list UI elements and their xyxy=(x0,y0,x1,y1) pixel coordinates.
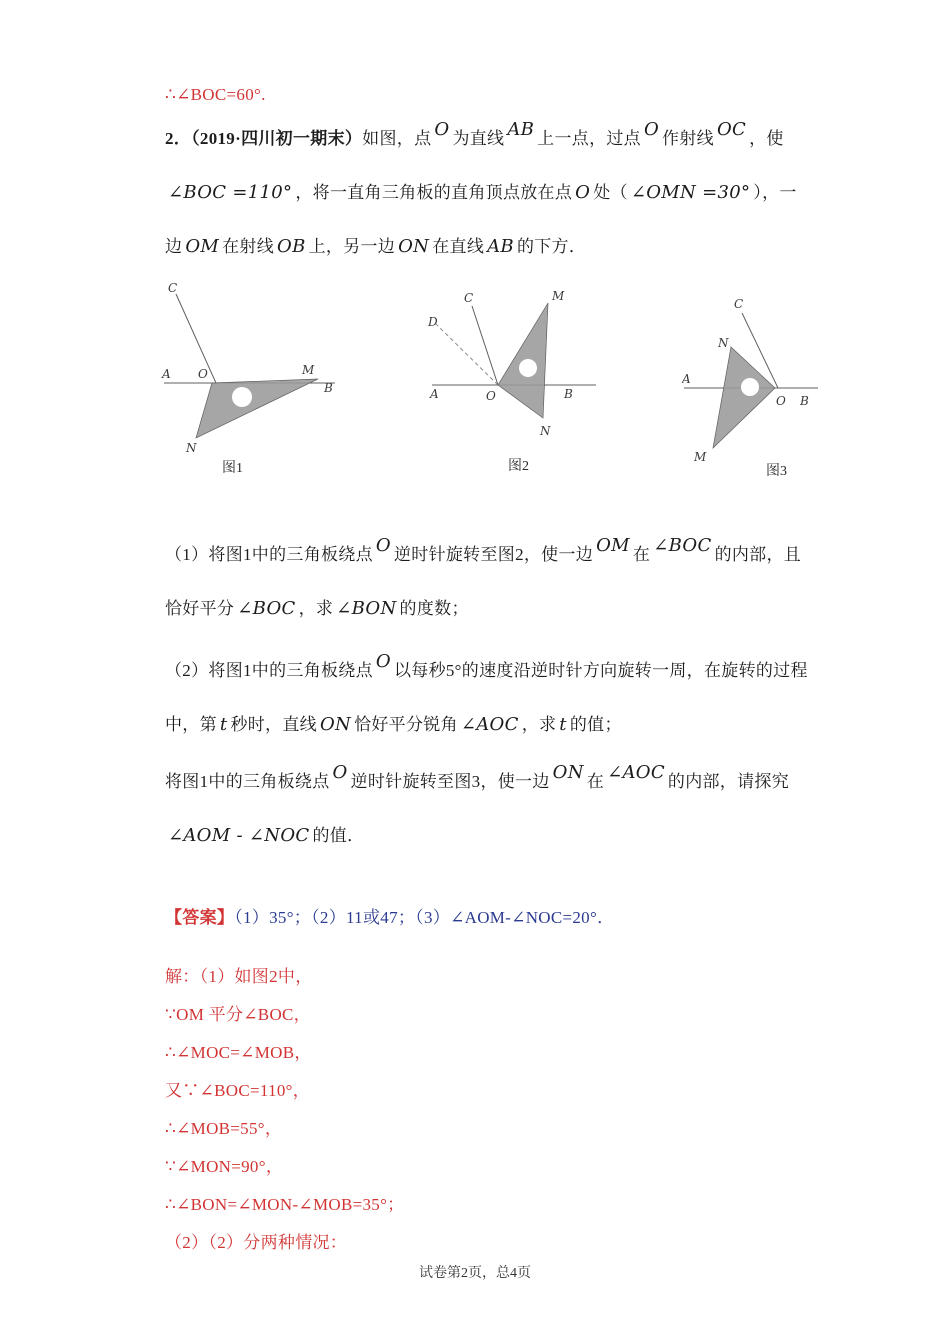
figure-2-caption: 图2 xyxy=(508,459,529,474)
inline-math: ∠AOC xyxy=(607,762,665,783)
triangle-ruler xyxy=(196,379,318,438)
inline-math: ∠BOC =110° xyxy=(168,182,293,203)
solution-line: ∴∠MOC=∠MOB， xyxy=(165,1043,312,1062)
inline-math: t xyxy=(219,714,228,735)
inline-math: ∠OMN =30° xyxy=(630,182,751,203)
text-run: 将图1中的三角板绕点 xyxy=(165,772,330,791)
label-M: M xyxy=(694,450,707,464)
text-run: 上一点，过点 xyxy=(537,129,641,148)
label-O: O xyxy=(486,389,496,403)
solution-line: 又∵∠BOC=110°， xyxy=(165,1081,311,1100)
inline-math: O xyxy=(375,535,391,556)
inline-math: ON xyxy=(319,714,352,735)
label-D: D xyxy=(428,315,438,329)
inline-math: AB xyxy=(507,119,535,140)
answer-label: 【答案】 xyxy=(165,908,235,927)
label-B: B xyxy=(800,394,809,408)
figure-3-caption: 图3 xyxy=(766,464,787,479)
solution-line: ∵OM 平分∠BOC， xyxy=(165,1005,311,1024)
inline-math: O xyxy=(643,119,660,140)
triangle-ruler xyxy=(498,303,548,418)
ray-OD-dashed xyxy=(436,324,498,385)
problem-2-statement xyxy=(165,112,813,274)
inline-math: O xyxy=(575,182,591,203)
label-B: B xyxy=(324,381,333,395)
text-run: 的度数； xyxy=(399,599,469,618)
solution-line: ∵∠MON=90°， xyxy=(165,1157,284,1176)
text-run: ，求 xyxy=(521,715,557,734)
inline-math: O xyxy=(434,119,450,140)
inline-math: ∠AOM - ∠NOC xyxy=(168,825,310,846)
label-C: C xyxy=(464,291,474,305)
label-N: N xyxy=(186,441,197,455)
text-run: 如图，点 xyxy=(362,129,432,148)
triangle-hole xyxy=(232,387,252,407)
conclusion-line xyxy=(165,82,266,108)
figure-1-caption: 图1 xyxy=(222,461,243,476)
text-run: ，求 xyxy=(298,599,334,618)
answer-line xyxy=(165,905,825,931)
text-run: （1）将图1中的三角板绕点 xyxy=(165,545,373,564)
text-run: 逆时针旋转至图3，使一边 xyxy=(350,772,550,791)
question-2 xyxy=(165,644,825,752)
inline-math: OM xyxy=(185,236,220,257)
answer-text: （1）35°；（2）11或47；（3）∠AOM-∠NOC=20°． xyxy=(234,908,615,927)
label-B: B xyxy=(564,387,573,401)
ray-OC xyxy=(472,306,498,385)
text-run: 处（ xyxy=(593,183,628,202)
triangle-hole xyxy=(741,378,759,396)
text-run: ），一边 xyxy=(165,183,797,256)
text-run: 在直线 xyxy=(432,237,485,256)
inline-math: ON xyxy=(552,762,584,783)
label-A: A xyxy=(682,372,691,386)
text-run: （2）将图1中的三角板绕点 xyxy=(165,661,373,680)
question-1 xyxy=(165,528,813,636)
label-O: O xyxy=(198,367,208,381)
inline-math: O xyxy=(375,651,391,672)
text-run: 的内部，请探究 xyxy=(667,772,790,791)
label-O: O xyxy=(776,394,786,408)
question-3 xyxy=(165,755,813,863)
text-run: 在 xyxy=(632,545,651,564)
inline-math: AB xyxy=(487,236,514,257)
text-run: 秒时，直线 xyxy=(230,715,317,734)
text-run: 的值． xyxy=(312,826,365,845)
solution-line: 解：（1）如图2中， xyxy=(165,967,313,986)
label-C: C xyxy=(734,297,744,311)
text-run: ，使 xyxy=(749,129,784,148)
text-run: 上，另一边 xyxy=(308,237,396,256)
label-N: N xyxy=(718,336,729,350)
text-run: 在射线 xyxy=(222,237,275,256)
text-run: ，将一直角三角板的直角顶点放在点 xyxy=(295,183,573,202)
text-run: ∴∠BOC=60°. xyxy=(165,85,266,104)
solution-line: ∴∠BON=∠MON-∠MOB=35°； xyxy=(165,1195,405,1214)
inline-math: ∠BOC xyxy=(653,535,712,556)
text-run: 为直线 xyxy=(452,129,505,148)
text-run: 恰好平分锐角 xyxy=(354,715,458,734)
inline-math: t xyxy=(559,714,567,735)
solution-line: ∴∠MOB=55°， xyxy=(165,1119,283,1138)
figure-1 xyxy=(160,280,345,480)
inline-math: OB xyxy=(277,236,306,257)
text-run: 的内部，且恰好平分 xyxy=(165,545,802,618)
figure-2 xyxy=(428,288,603,480)
inline-math: ON xyxy=(398,236,430,257)
figure-3 xyxy=(682,295,822,483)
inline-math: O xyxy=(332,762,348,783)
label-C: C xyxy=(168,281,178,295)
text-run: 的下方． xyxy=(516,237,587,256)
text-run: 2．（2019·四川初一期末） xyxy=(165,129,363,148)
label-A: A xyxy=(162,367,171,381)
inline-math: ∠BOC xyxy=(237,598,296,619)
text-run: 的值； xyxy=(569,715,622,734)
label-A: A xyxy=(430,387,439,401)
text-run: 以每秒5°的速度沿逆时针方向旋转一周，在旋转的过程中，第 xyxy=(165,661,808,734)
solution-block xyxy=(165,958,825,1262)
triangle-hole xyxy=(519,359,537,377)
text-run: 在 xyxy=(586,772,605,791)
label-N: N xyxy=(540,424,551,438)
text-run: 作射线 xyxy=(662,129,714,148)
inline-math: OM xyxy=(596,535,630,556)
page-footer: 试卷第2页，总4页 xyxy=(419,1266,531,1281)
inline-math: ∠BON xyxy=(336,598,397,619)
inline-math: ∠AOC xyxy=(460,714,519,735)
label-M: M xyxy=(302,363,315,377)
text-run: 逆时针旋转至图2，使一边 xyxy=(393,545,594,564)
inline-math: OC xyxy=(716,119,747,140)
solution-line: （2）（2）分两种情况： xyxy=(165,1233,348,1252)
ray-OC xyxy=(176,294,216,383)
label-M: M xyxy=(552,289,565,303)
